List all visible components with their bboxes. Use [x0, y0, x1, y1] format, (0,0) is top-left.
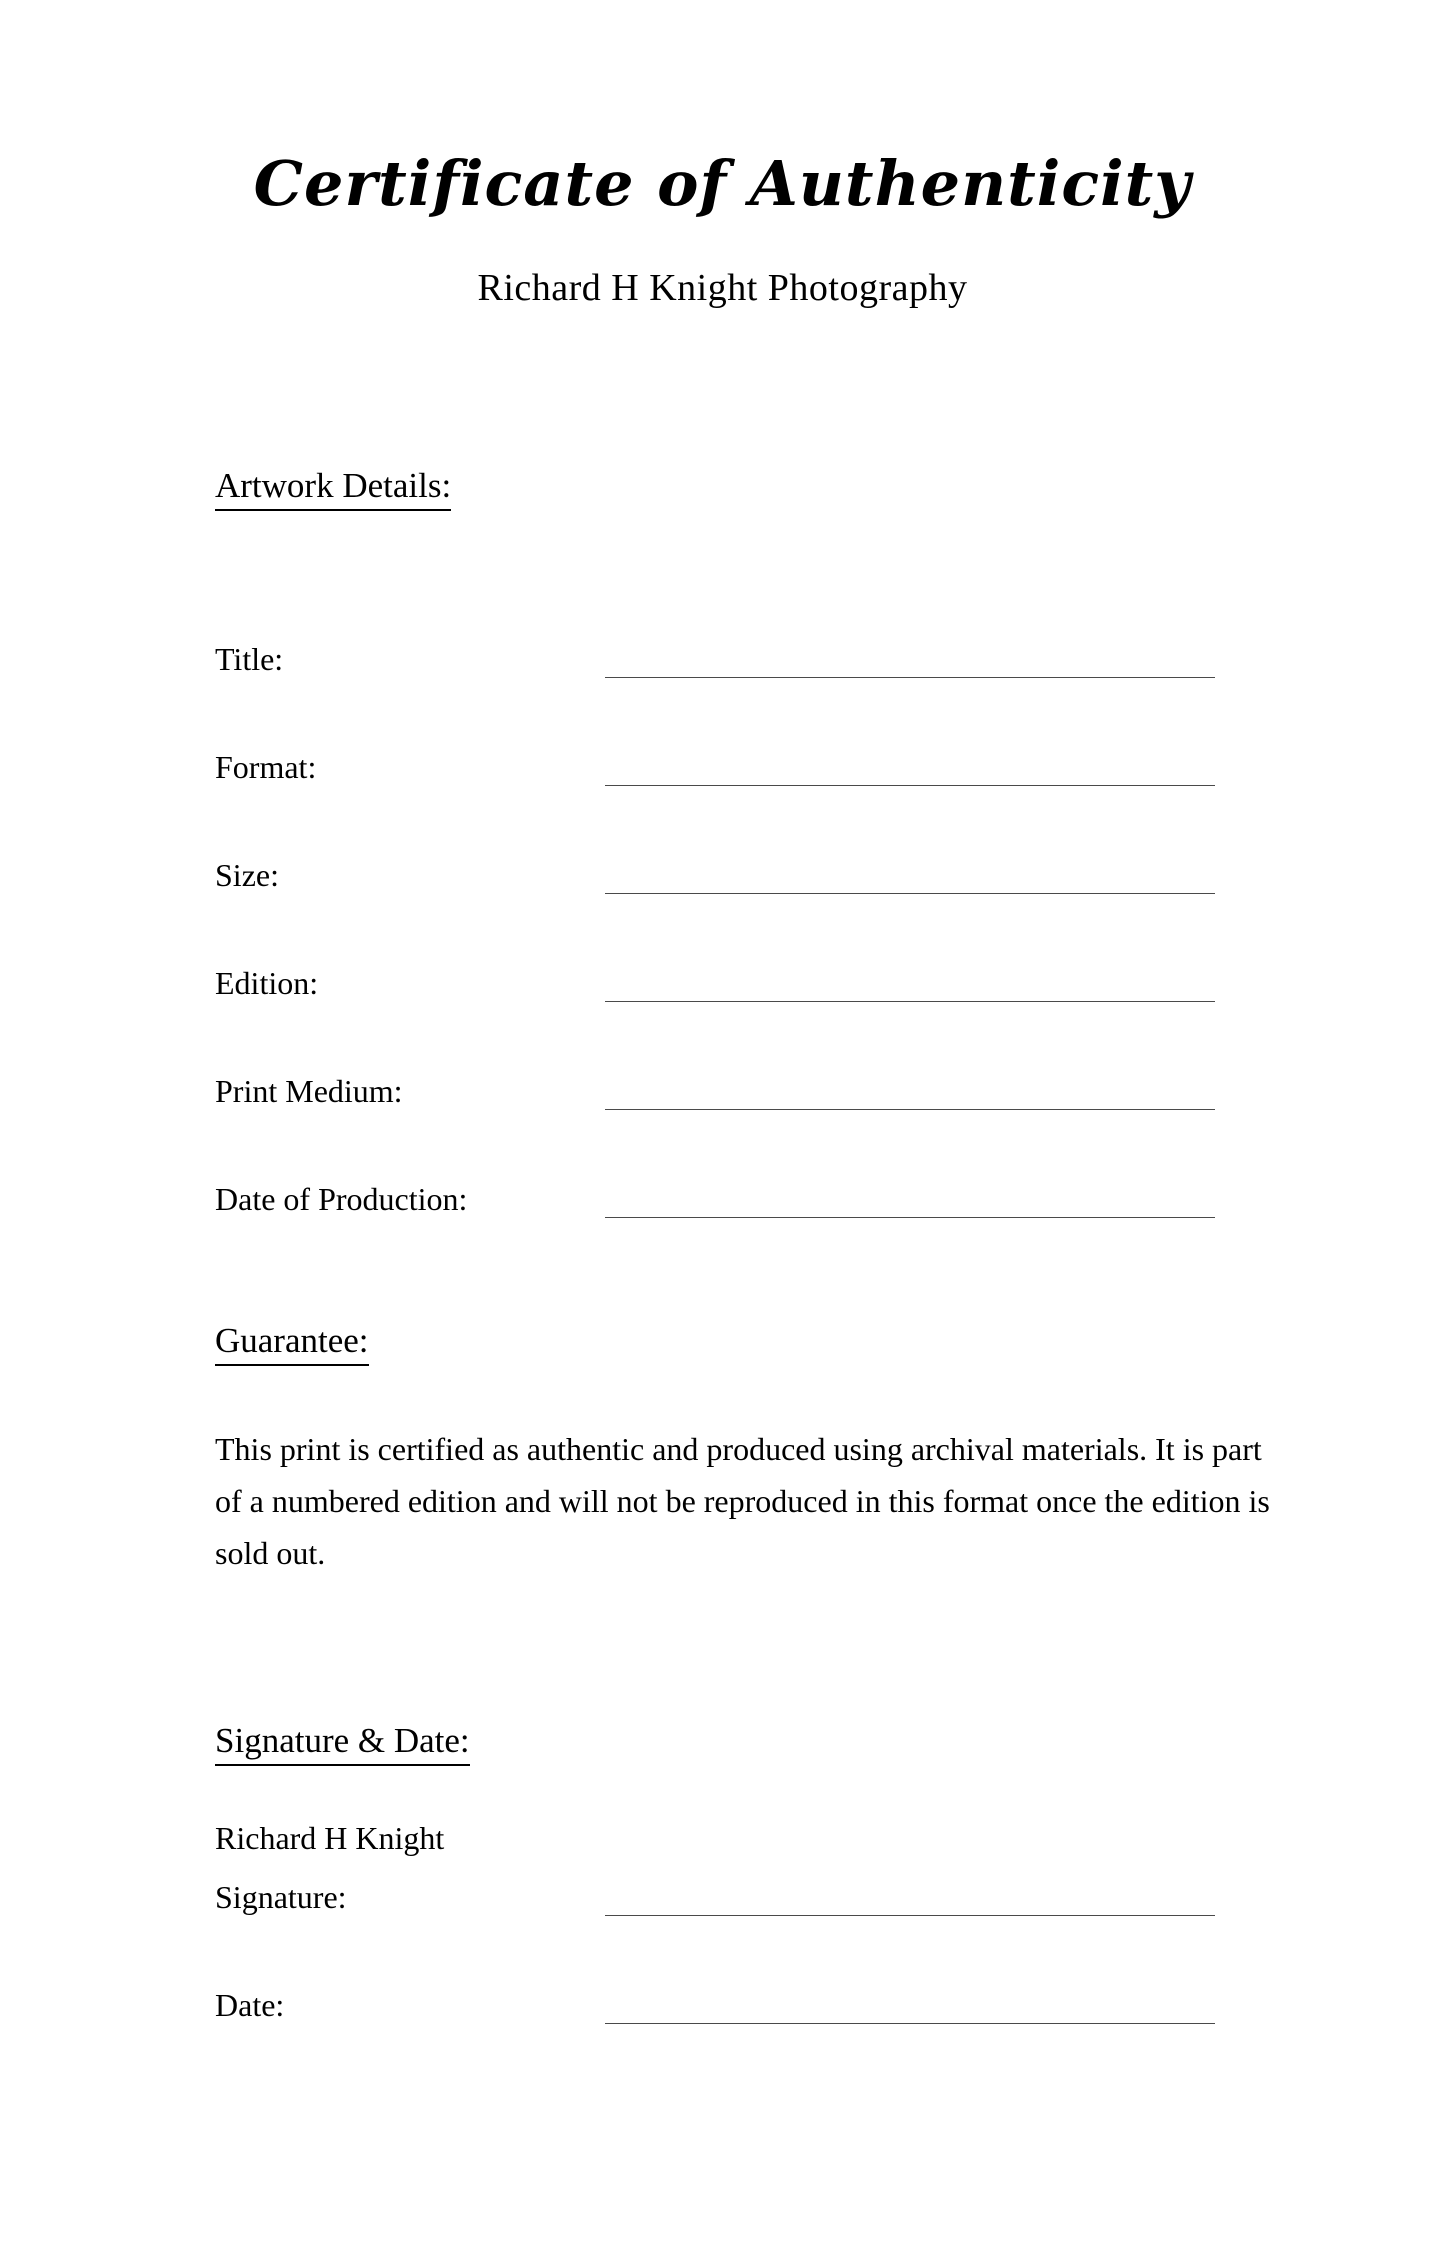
field-row-title [215, 573, 1215, 681]
guarantee-heading: Guarantee: [215, 1320, 369, 1366]
field-label-print-medium: Print Medium: [215, 1072, 403, 1109]
field-row-date [215, 1919, 1215, 2027]
field-label-date: Date: [215, 1986, 285, 2023]
field-label-signature: Signature: [215, 1878, 347, 1915]
field-label-edition: Edition: [215, 964, 319, 1001]
signature-date-section [215, 1720, 1215, 2027]
field-input-signature[interactable] [605, 1914, 1215, 1916]
field-label-date-of-production: Date of Production: [215, 1180, 468, 1217]
field-input-title[interactable] [605, 676, 1215, 678]
field-row-size [215, 789, 1215, 897]
field-label-title: Title: [215, 640, 284, 677]
artwork-details-section [215, 465, 1215, 1221]
field-label-format: Format: [215, 748, 317, 785]
field-row-format [215, 681, 1215, 789]
field-input-edition[interactable] [605, 1000, 1215, 1002]
field-input-size[interactable] [605, 892, 1215, 894]
guarantee-text: This print is certified as authentic and produced using archival materials. It is part of a numbered edition and will not be reproduced in this format once the edition is sold out. [215, 1431, 1270, 1571]
field-input-print-medium[interactable] [605, 1108, 1215, 1110]
artwork-details-heading: Artwork Details: [215, 465, 451, 511]
signature-date-heading: Signature & Date: [215, 1720, 470, 1766]
page-title: Certificate of Authenticity [253, 147, 1192, 220]
field-row-print-medium [215, 1005, 1215, 1113]
field-row-edition [215, 897, 1215, 1005]
field-input-format[interactable] [605, 784, 1215, 786]
field-input-date[interactable] [605, 2022, 1215, 2024]
field-label-size: Size: [215, 856, 279, 893]
field-row-signature [215, 1857, 1215, 1919]
guarantee-section [215, 1320, 1275, 1579]
signer-name: Richard H Knight [215, 1820, 445, 1856]
field-row-date-of-production [215, 1113, 1215, 1221]
artwork-details-fields [215, 573, 1215, 1221]
field-input-date-of-production[interactable] [605, 1216, 1215, 1218]
page-subtitle: Richard H Knight Photography [477, 267, 968, 310]
signature-fields [215, 1821, 1215, 2027]
